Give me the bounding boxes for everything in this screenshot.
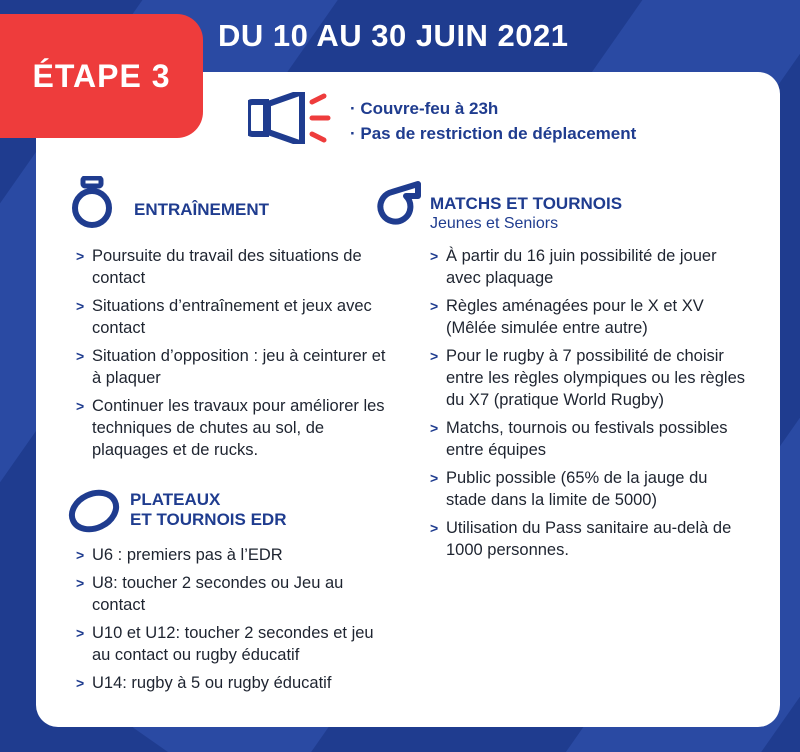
stage-label: ÉTAPE 3 xyxy=(32,57,171,94)
plateaux-title-line1: PLATEAUX xyxy=(130,490,221,509)
matches-subtitle: Jeunes et Seniors xyxy=(430,215,559,232)
list-item: > Situations d’entraînement et jeux avec contact xyxy=(76,295,391,339)
list-item: > Situation d’opposition : jeu à ceinturer et à plaquer xyxy=(76,345,391,389)
matches-heading xyxy=(430,194,622,234)
date-range-title: DU 10 AU 30 JUIN 2021 xyxy=(218,18,569,53)
stage-badge xyxy=(0,14,203,138)
list-item: > Poursuite du travail des situations de contact xyxy=(76,245,391,289)
measure-travel: · Pas de restriction de déplacement xyxy=(350,124,637,143)
matches-list xyxy=(430,245,752,567)
plateaux-title-line2: ET TOURNOIS EDR xyxy=(130,510,287,529)
plateaux-heading xyxy=(130,490,286,530)
list-item: > Utilisation du Pass sanitaire au-delà de 1000 personnes. xyxy=(430,517,752,561)
whistle-icon xyxy=(372,178,422,226)
list-item: > Matchs, tournois ou festivals possibles entre équipes xyxy=(430,417,752,461)
training-list xyxy=(76,245,391,467)
list-item: > Règles aménagées pour le X et XV (Mêlée simulée entre autre) xyxy=(430,295,752,339)
measures-list xyxy=(350,96,636,146)
plateaux-list xyxy=(76,544,396,700)
list-item: > Continuer les travaux pour améliorer les techniques de chutes au sol, de plaquages et de rucks. xyxy=(76,395,391,461)
megaphone-icon xyxy=(248,92,343,144)
list-item: > U8: toucher 2 secondes ou Jeu au contact xyxy=(76,572,396,616)
list-item: > U10 et U12: toucher 2 secondes et jeu au contact ou rugby éducatif xyxy=(76,622,396,666)
matches-title: MATCHS ET TOURNOIS xyxy=(430,194,623,213)
list-item: > U14: rugby à 5 ou rugby éducatif xyxy=(76,672,396,694)
training-title: ENTRAÎNEMENT xyxy=(134,200,270,219)
list-item: > Public possible (65% de la jauge du stade dans la limite de 5000) xyxy=(430,467,752,511)
stopwatch-icon xyxy=(70,176,114,230)
rugby-ball-icon xyxy=(66,488,122,534)
measure-curfew: · Couvre-feu à 23h xyxy=(350,99,499,118)
list-item: > À partir du 16 juin possibilité de jouer avec plaquage xyxy=(430,245,752,289)
list-item: > U6 : premiers pas à l’EDR xyxy=(76,544,396,566)
list-item: > Pour le rugby à 7 possibilité de choisir entre les règles olympiques ou les règles du X7 (pratique World Rugby) xyxy=(430,345,752,411)
